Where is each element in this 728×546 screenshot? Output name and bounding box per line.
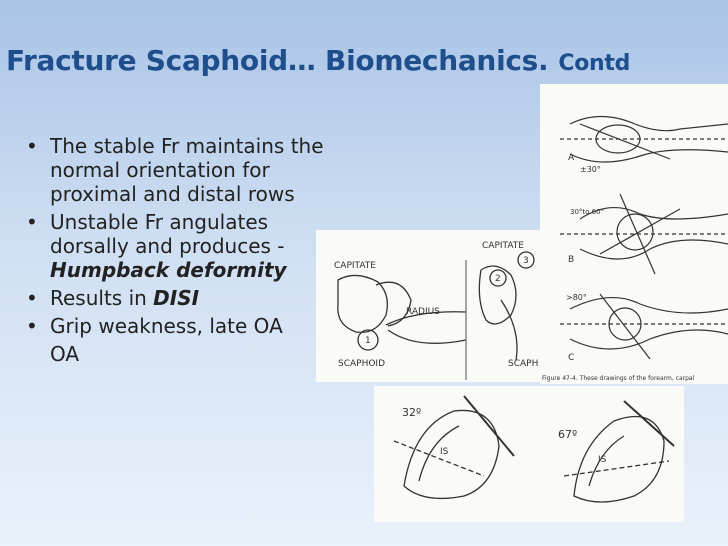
bullet-item [24,134,324,206]
bone-label: SCAPH [508,359,539,369]
bone-label: CAPITATE [334,261,376,271]
bullet-list [24,134,324,366]
panel-label: C [568,353,575,363]
bone-label: CAPITATE [482,241,524,251]
bullet-text: Results in [50,286,154,310]
wrist-angle-figure [540,84,728,384]
bone-label: RADIUS [406,307,440,317]
angle-label: 30°to 60° [570,208,605,216]
axis-label: IS [598,455,607,465]
angle-label: 67º [558,428,578,441]
marker-label: 2 [495,274,501,284]
bullet-emphasis: DISI [153,286,200,310]
title-suffix: Contd [558,51,631,76]
bullet-emphasis: Humpback deformity [50,258,287,282]
panel-label: A [568,153,575,163]
axis-label: IS [440,447,449,457]
panel-label: B [568,255,575,265]
bullet-item [24,286,324,310]
angle-label: ±30° [580,165,601,174]
bullet-text: Grip weakness, late OA [50,314,283,338]
slide-title [6,44,630,77]
marker-label: 1 [365,336,371,346]
bullet-text: The stable Fr maintains the normal orientation for proximal and distal rows [50,134,324,206]
intrascaphoid-angle-figure [374,386,684,522]
angle-label: 32º [402,406,422,419]
bone-label: SCAPHOID [338,359,386,369]
scaphoid-capitate-figure [316,230,540,382]
marker-label: 3 [523,256,529,266]
figure-caption: Figure 47-4. These drawings of the forearm, carpal [542,375,695,382]
angle-label: >80° [566,293,587,302]
bullet-text: Unstable Fr angulates dorsally and produces - [50,210,285,258]
title-main: Fracture Scaphoid… Biomechanics. [6,44,549,77]
bullet-item [24,314,324,338]
trailing-text: OA [50,342,80,366]
bullet-item [24,210,324,282]
